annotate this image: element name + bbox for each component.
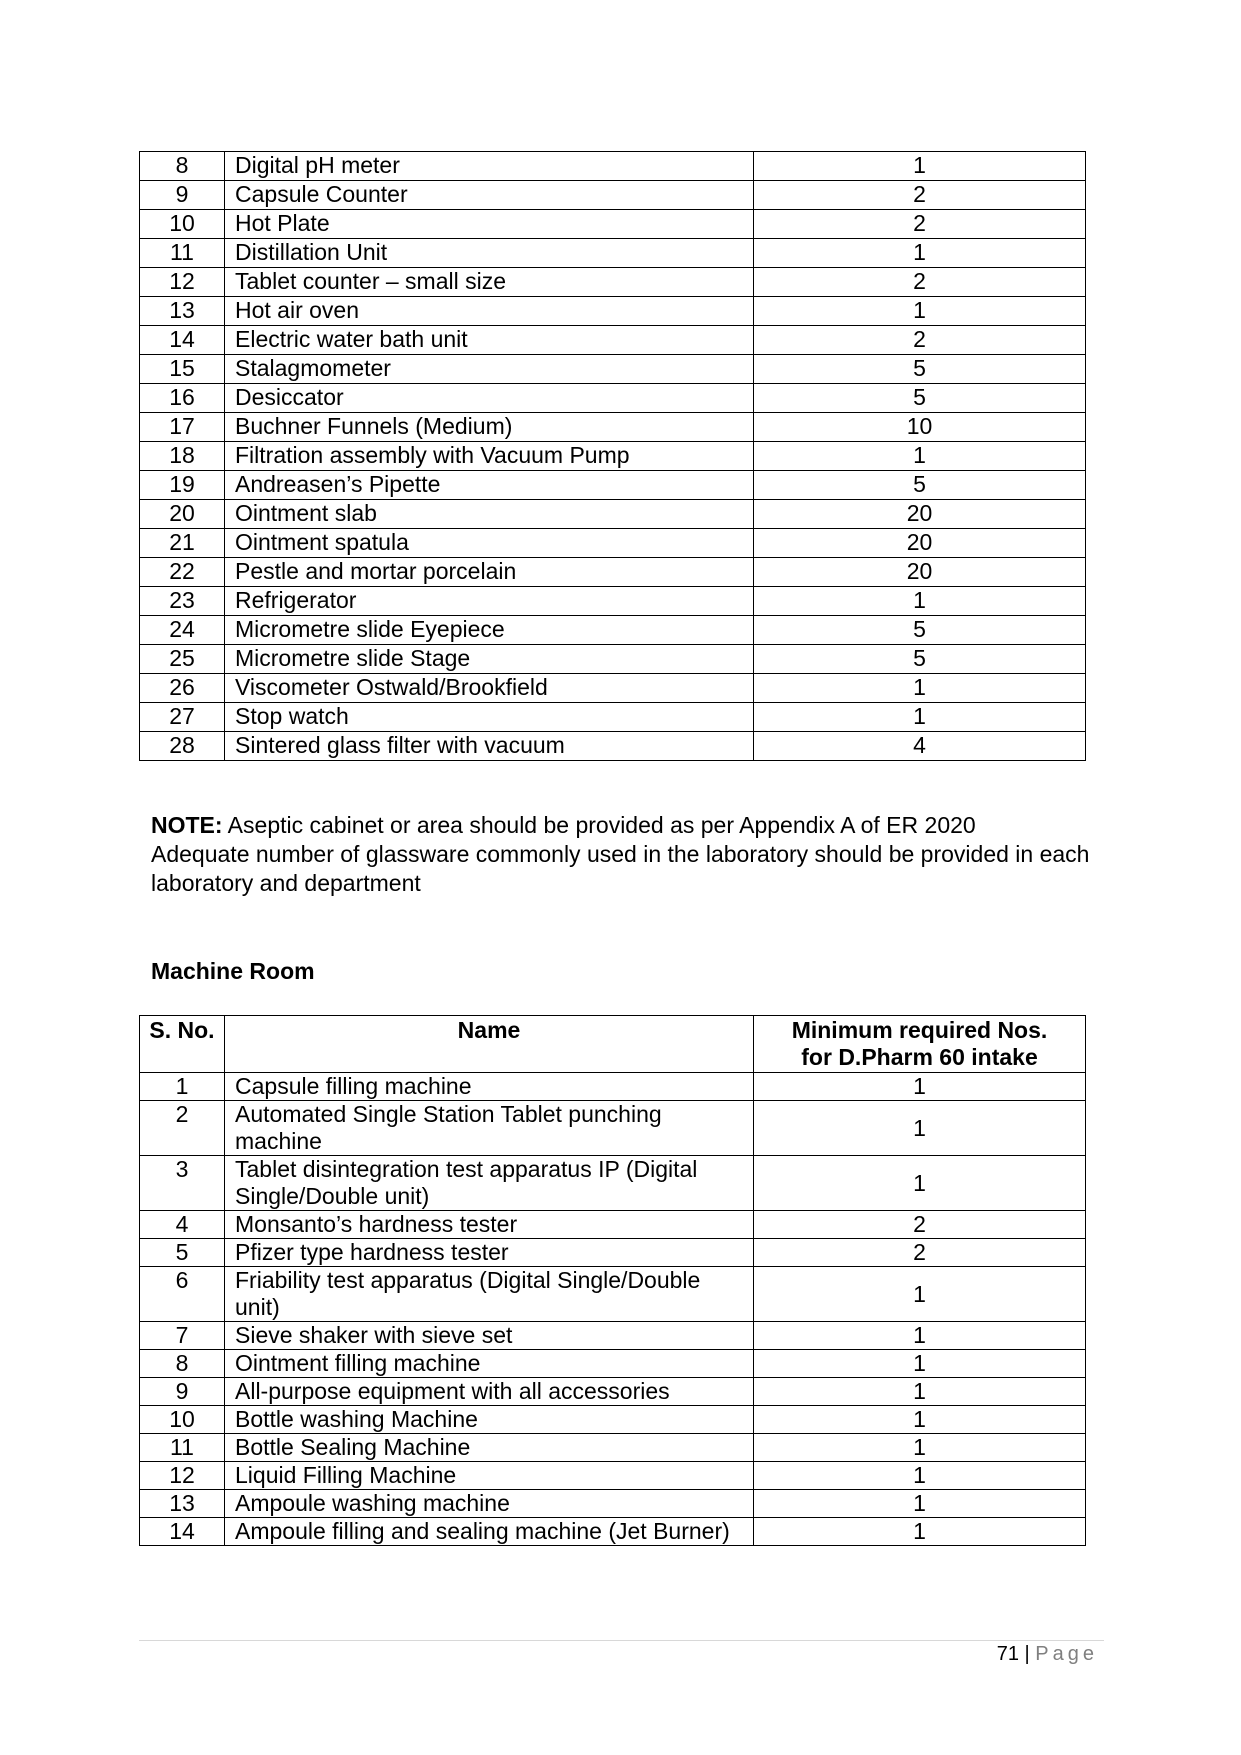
serial-number-cell: 22: [140, 558, 225, 587]
table-row: [140, 268, 1086, 297]
item-name-cell: Pfizer type hardness tester: [225, 1239, 754, 1267]
serial-number-cell: 25: [140, 645, 225, 674]
quantity-cell: 1: [754, 1350, 1086, 1378]
item-name-cell: Ointment slab: [225, 500, 754, 529]
quantity-cell: 1: [754, 703, 1086, 732]
quantity-cell: 1: [754, 152, 1086, 181]
item-name-cell: Tablet disintegration test apparatus IP (Digital Single/Double unit): [225, 1156, 754, 1211]
table-row: [140, 732, 1086, 761]
item-name-cell: Stop watch: [225, 703, 754, 732]
serial-number-cell: 11: [140, 1434, 225, 1462]
machine-room-table: [139, 1015, 1086, 1546]
serial-number-cell: 10: [140, 210, 225, 239]
item-name-cell: Buchner Funnels (Medium): [225, 413, 754, 442]
serial-number-cell: 12: [140, 268, 225, 297]
item-name-cell: Liquid Filling Machine: [225, 1462, 754, 1490]
note: [151, 811, 1111, 898]
note-label: NOTE:: [151, 812, 223, 838]
serial-number-cell: 6: [140, 1267, 225, 1322]
item-name-cell: Ointment spatula: [225, 529, 754, 558]
item-name-cell: Viscometer Ostwald/Brookfield: [225, 674, 754, 703]
serial-number-cell: 26: [140, 674, 225, 703]
table-row: [140, 500, 1086, 529]
item-name-cell: Bottle washing Machine: [225, 1406, 754, 1434]
table-row: [140, 326, 1086, 355]
note-line2: Adequate number of glassware commonly used in the laboratory should be provided in each laboratory and department: [151, 841, 1090, 896]
quantity-cell: 1: [754, 1378, 1086, 1406]
serial-number-cell: 2: [140, 1101, 225, 1156]
serial-number-cell: 18: [140, 442, 225, 471]
item-name-cell: Hot Plate: [225, 210, 754, 239]
serial-number-cell: 17: [140, 413, 225, 442]
quantity-cell: 1: [754, 1518, 1086, 1546]
quantity-cell: 2: [754, 1211, 1086, 1239]
item-name-cell: Electric water bath unit: [225, 326, 754, 355]
serial-number-cell: 8: [140, 152, 225, 181]
serial-number-cell: 14: [140, 1518, 225, 1546]
quantity-cell: 20: [754, 529, 1086, 558]
table-row: [140, 1156, 1086, 1211]
serial-number-cell: 20: [140, 500, 225, 529]
item-name-cell: Ampoule washing machine: [225, 1490, 754, 1518]
quantity-cell: 1: [754, 674, 1086, 703]
table-row: [140, 181, 1086, 210]
note-line1: Aseptic cabinet or area should be provided as per Appendix A of ER 2020: [222, 812, 976, 838]
quantity-cell: 1: [754, 587, 1086, 616]
table-row: [140, 1434, 1086, 1462]
table-row: [140, 616, 1086, 645]
table-row: [140, 1239, 1086, 1267]
item-name-cell: Ointment filling machine: [225, 1350, 754, 1378]
item-name-cell: Tablet counter – small size: [225, 268, 754, 297]
quantity-cell: 5: [754, 355, 1086, 384]
quantity-cell: 20: [754, 500, 1086, 529]
item-name-cell: Friability test apparatus (Digital Single/Double unit): [225, 1267, 754, 1322]
serial-number-cell: 7: [140, 1322, 225, 1350]
item-name-cell: Refrigerator: [225, 587, 754, 616]
table-row: [140, 1518, 1086, 1546]
table-row: [140, 1490, 1086, 1518]
table-row: [140, 529, 1086, 558]
serial-number-cell: 28: [140, 732, 225, 761]
page-number: 71: [996, 1643, 1019, 1665]
table-row: [140, 442, 1086, 471]
serial-number-cell: 15: [140, 355, 225, 384]
serial-number-cell: 14: [140, 326, 225, 355]
quantity-cell: 1: [754, 239, 1086, 268]
table-row: [140, 674, 1086, 703]
item-name-cell: Digital pH meter: [225, 152, 754, 181]
item-name-cell: Automated Single Station Tablet punching machine: [225, 1101, 754, 1156]
quantity-cell: 20: [754, 558, 1086, 587]
serial-number-cell: 12: [140, 1462, 225, 1490]
quantity-cell: 1: [754, 297, 1086, 326]
footer-divider: [139, 1640, 1104, 1641]
table-row: [140, 1101, 1086, 1156]
serial-number-cell: 13: [140, 1490, 225, 1518]
table-row: [140, 1462, 1086, 1490]
quantity-cell: 1: [754, 1322, 1086, 1350]
quantity-cell: 2: [754, 181, 1086, 210]
header-sn: S. No.: [140, 1016, 225, 1073]
item-name-cell: Capsule filling machine: [225, 1073, 754, 1101]
table-row: [140, 587, 1086, 616]
quantity-cell: 1: [754, 442, 1086, 471]
item-name-cell: Desiccator: [225, 384, 754, 413]
quantity-cell: 1: [754, 1462, 1086, 1490]
table-row: [140, 703, 1086, 732]
item-name-cell: Pestle and mortar porcelain: [225, 558, 754, 587]
table-row: [140, 1350, 1086, 1378]
table-row: [140, 1267, 1086, 1322]
table-header-row: [140, 1016, 1086, 1073]
serial-number-cell: 21: [140, 529, 225, 558]
section-heading-machine-room: Machine Room: [151, 958, 315, 984]
item-name-cell: Bottle Sealing Machine: [225, 1434, 754, 1462]
serial-number-cell: 19: [140, 471, 225, 500]
quantity-cell: 2: [754, 1239, 1086, 1267]
table-row: [140, 239, 1086, 268]
quantity-cell: 1: [754, 1156, 1086, 1211]
item-name-cell: Ampoule filling and sealing machine (Jet Burner): [225, 1518, 754, 1546]
serial-number-cell: 24: [140, 616, 225, 645]
serial-number-cell: 9: [140, 181, 225, 210]
header-qty-line2: for D.Pharm 60 intake: [801, 1044, 1038, 1070]
item-name-cell: Micrometre slide Stage: [225, 645, 754, 674]
table-row: [140, 1073, 1086, 1101]
table-row: [140, 1322, 1086, 1350]
table-row: [140, 1211, 1086, 1239]
table-row: [140, 645, 1086, 674]
item-name-cell: Distillation Unit: [225, 239, 754, 268]
item-name-cell: Filtration assembly with Vacuum Pump: [225, 442, 754, 471]
quantity-cell: 2: [754, 268, 1086, 297]
table-row: [140, 1378, 1086, 1406]
header-qty-line1: Minimum required Nos.: [791, 1017, 1048, 1043]
quantity-cell: 5: [754, 616, 1086, 645]
item-name-cell: Stalagmometer: [225, 355, 754, 384]
quantity-cell: 2: [754, 326, 1086, 355]
quantity-cell: 5: [754, 645, 1086, 674]
serial-number-cell: 13: [140, 297, 225, 326]
table-row: [140, 558, 1086, 587]
table-row: [140, 210, 1086, 239]
item-name-cell: Monsanto’s hardness tester: [225, 1211, 754, 1239]
quantity-cell: 1: [754, 1073, 1086, 1101]
header-name: Name: [225, 1016, 754, 1073]
serial-number-cell: 8: [140, 1350, 225, 1378]
serial-number-cell: 23: [140, 587, 225, 616]
quantity-cell: 5: [754, 384, 1086, 413]
page-label: Page: [1035, 1643, 1098, 1665]
header-qty: [754, 1016, 1086, 1073]
serial-number-cell: 5: [140, 1239, 225, 1267]
table-row: [140, 471, 1086, 500]
quantity-cell: 10: [754, 413, 1086, 442]
serial-number-cell: 16: [140, 384, 225, 413]
quantity-cell: 2: [754, 210, 1086, 239]
quantity-cell: 1: [754, 1434, 1086, 1462]
serial-number-cell: 10: [140, 1406, 225, 1434]
table-row: [140, 297, 1086, 326]
item-name-cell: Micrometre slide Eyepiece: [225, 616, 754, 645]
table-row: [140, 384, 1086, 413]
quantity-cell: 1: [754, 1406, 1086, 1434]
item-name-cell: Hot air oven: [225, 297, 754, 326]
item-name-cell: Sieve shaker with sieve set: [225, 1322, 754, 1350]
item-name-cell: Andreasen’s Pipette: [225, 471, 754, 500]
item-name-cell: All-purpose equipment with all accessories: [225, 1378, 754, 1406]
serial-number-cell: 3: [140, 1156, 225, 1211]
quantity-cell: 4: [754, 732, 1086, 761]
quantity-cell: 5: [754, 471, 1086, 500]
table-row: [140, 413, 1086, 442]
serial-number-cell: 1: [140, 1073, 225, 1101]
equipment-table-continued: [139, 151, 1086, 761]
serial-number-cell: 27: [140, 703, 225, 732]
quantity-cell: 1: [754, 1490, 1086, 1518]
item-name-cell: Capsule Counter: [225, 181, 754, 210]
serial-number-cell: 4: [140, 1211, 225, 1239]
equipment-table-body: [140, 152, 1086, 761]
serial-number-cell: 11: [140, 239, 225, 268]
machine-room-table-body: [140, 1073, 1086, 1546]
quantity-cell: 1: [754, 1101, 1086, 1156]
quantity-cell: 1: [754, 1267, 1086, 1322]
table-row: [140, 355, 1086, 384]
table-row: [140, 1406, 1086, 1434]
page-footer: [997, 1643, 1098, 1666]
table-row: [140, 152, 1086, 181]
page-separator: |: [1018, 1643, 1036, 1665]
serial-number-cell: 9: [140, 1378, 225, 1406]
item-name-cell: Sintered glass filter with vacuum: [225, 732, 754, 761]
